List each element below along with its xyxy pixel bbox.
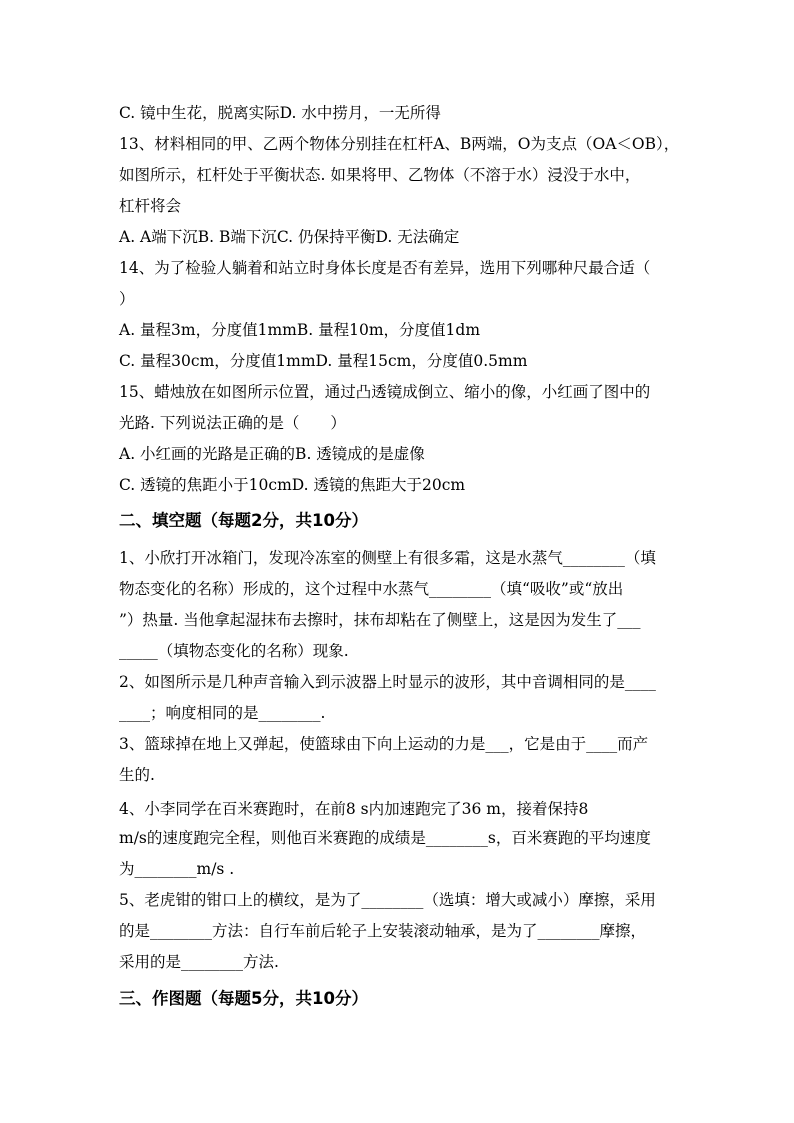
section-2-heading: 二、填空题（每题2分，共10分） [119, 511, 368, 530]
q15-options-cd: C. 透镜的焦距小于10cmD. 透镜的焦距大于20cm [119, 476, 466, 494]
q12-options-cd: C. 镜中生花，脱离实际D. 水中捞月，一无所得 [119, 104, 441, 122]
q14-options-ab: A. 量程3m，分度值1mmB. 量程10m，分度值1dm [119, 321, 481, 339]
section-3-heading: 三、作图题（每题5分，共10分） [119, 989, 368, 1008]
fill-q1-line-4: _____（填物态变化的名称）现象. [119, 642, 349, 660]
fill-q4-line-3: 为________m/s . [119, 860, 235, 878]
fill-q1-line-1: 1、小欣打开冰箱门，发现冷冻室的侧壁上有很多霜，这是水蒸气________（填 [119, 549, 656, 567]
q14-line-1: 14、为了检验人躺着和站立时身体长度是否有差异，选用下列哪种尺最合适（ [119, 259, 651, 277]
q13-line-3: 杠杆将会 [119, 197, 182, 215]
q13-options: A. A端下沉B. B端下沉C. 仍保持平衡D. 无法确定 [119, 228, 460, 246]
q13-line-2: 如图所示，杠杆处于平衡状态. 如果将甲、乙物体（不溶于水）浸没于水中， [119, 166, 641, 184]
fill-q1-line-3: ”）热量. 当他拿起湿抹布去擦时，抹布却粘在了侧壁上，这是因为发生了___ [119, 611, 641, 629]
q13-line-1: 13、材料相同的甲、乙两个物体分别挂在杠杆A、B两端，O为支点（OA＜OB）， [119, 135, 680, 153]
fill-q5-line-3: 采用的是________方法. [119, 953, 279, 971]
fill-q4-line-2: m/s的速度跑完全程，则他百米赛跑的成绩是________s，百米赛跑的平均速度 [119, 829, 651, 847]
fill-q2-line-1: 2、如图所示是几种声音输入到示波器上时显示的波形，其中音调相同的是____ [119, 673, 656, 691]
fill-q3-line-1: 3、篮球掉在地上又弹起，使篮球由下向上运动的力是___，它是由于____而产 [119, 735, 649, 753]
fill-q4-line-1: 4、小李同学在百米赛跑时，在前8 s内加速跑完了36 m，接着保持8 [119, 800, 589, 818]
q14-options-cd: C. 量程30cm，分度值1mmD. 量程15cm，分度值0.5mm [119, 352, 528, 370]
fill-q5-line-2: 的是________方法：自行车前后轮子上安装滚动轴承，是为了________摩擦， [119, 922, 647, 940]
fill-q2-line-2: ____；响度相同的是________. [119, 704, 326, 722]
q15-line-1: 15、蜡烛放在如图所示位置，通过凸透镜成倒立、缩小的像，小红画了图中的 [119, 383, 651, 401]
q15-options-ab: A. 小红画的光路是正确的B. 透镜成的是虚像 [119, 445, 425, 463]
fill-q3-line-2: 生的. [119, 766, 155, 784]
fill-q1-line-2: 物态变化的名称）形成的，这个过程中水蒸气________（填“吸收”或“放出 [119, 580, 624, 598]
q14-line-2: ） [119, 290, 135, 308]
q15-line-2: 光路. 下列说法正确的是（ ） [119, 414, 346, 432]
fill-q5-line-1: 5、老虎钳的钳口上的横纹，是为了________（选填：增大或减小）摩擦，采用 [119, 891, 656, 909]
